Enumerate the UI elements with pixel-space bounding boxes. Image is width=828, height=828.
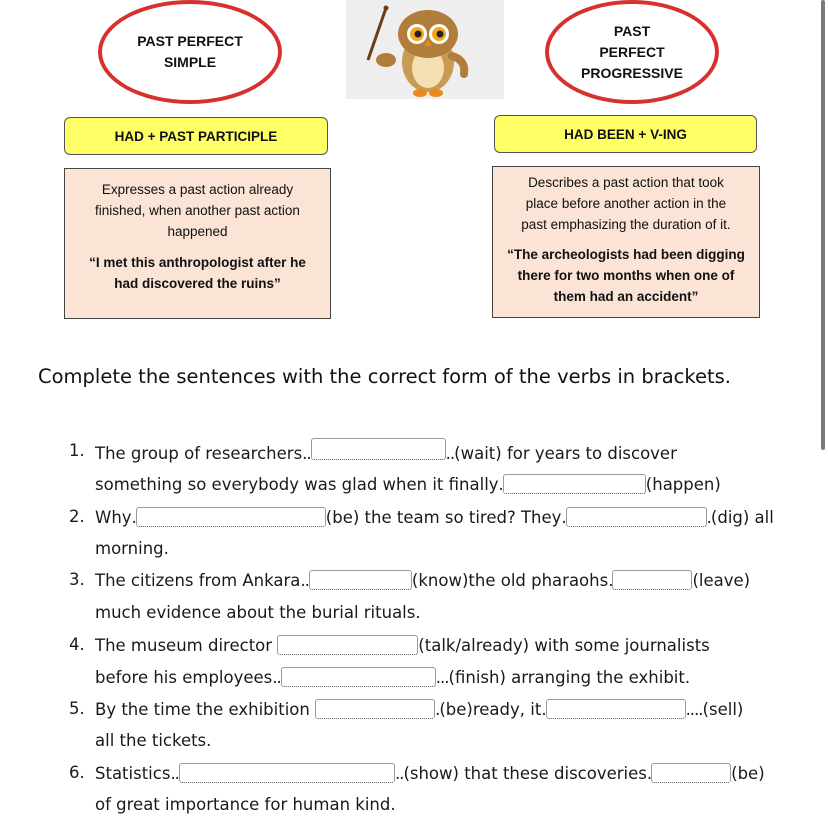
desc-line: past emphasizing the duration of it. [521, 217, 731, 232]
sentence-text: Why [95, 508, 132, 527]
progressive-explanation [492, 166, 760, 318]
example-line: them had an accident” [553, 289, 699, 304]
sentence-text: (be)ready, it [439, 700, 542, 719]
sentence-text: (show) that these discoveries [403, 764, 647, 783]
progressive-formula [494, 115, 757, 153]
title-line: PAST [613, 22, 651, 39]
sentence-line: The group of researchers.. ..(wait) for years to discover [95, 441, 677, 463]
item-number: 2. [69, 507, 85, 526]
sentence-text: (be) the team so tired? They [325, 508, 562, 527]
sentence-line: The citizens from Ankara.. (know)the old pharaohs. (leave) [95, 571, 751, 590]
sentence-line: Statistics.. ..(show) that these discoveries. (be) [95, 764, 765, 783]
sentence-text: (leave) [692, 571, 751, 590]
answer-blank[interactable] [651, 763, 731, 783]
sentence-text: before his employees [95, 668, 273, 687]
exercise-instruction: Complete the sentences with the correct form of the verbs in brackets. [38, 365, 732, 388]
item-number: 4. [69, 635, 85, 654]
desc-line: finished, when another past action [95, 203, 300, 218]
sentence-text: The museum director [95, 636, 273, 655]
item-number: 3. [69, 570, 85, 589]
answer-blank[interactable] [179, 763, 395, 783]
sentence-text: (be) [731, 764, 765, 783]
owl-teacher-illustration [346, 0, 504, 99]
sentence-text: something so everybody was glad when it finally [95, 475, 499, 494]
title-line: PROGRESSIVE [581, 64, 683, 81]
sentence-text: The group of researchers [95, 444, 303, 463]
sentence-text: (know)the old pharaohs [411, 571, 609, 590]
simple-formula [64, 117, 328, 155]
sentence-text: (talk/already) with some journalists [418, 636, 710, 655]
sentence-line [95, 635, 710, 655]
desc-line: Expresses a past action already [101, 182, 294, 197]
example-line: “I met this anthropologist after he [89, 255, 306, 270]
title-line: PAST PERFECT [137, 33, 243, 49]
desc-line: happened [167, 224, 228, 239]
answer-blank[interactable] [612, 570, 692, 590]
example-line: there for two months when one of [517, 268, 735, 283]
title-line: PERFECT [599, 43, 665, 60]
answer-blank[interactable] [311, 438, 446, 460]
answer-blank[interactable] [277, 635, 418, 655]
simple-explanation [64, 168, 331, 319]
answer-blank[interactable] [546, 699, 686, 719]
formula-text: HAD BEEN + V-ING [564, 126, 687, 142]
sentence-text: (sell) [702, 700, 744, 719]
past-perfect-simple-title [98, 0, 282, 104]
sentence-line: morning. [95, 539, 169, 558]
title-line: SIMPLE [163, 54, 217, 70]
sentence-text: By the time the exhibition [95, 700, 310, 719]
answer-blank[interactable] [566, 507, 707, 527]
sentence-line: all the tickets. [95, 731, 212, 750]
sentence-text: (happen) [645, 475, 721, 494]
sentence-line: before his employees.. ...(finish) arranging the exhibit. [95, 668, 691, 687]
answer-blank[interactable] [315, 699, 435, 719]
answer-blank[interactable] [281, 667, 436, 687]
scrollbar[interactable] [821, 0, 825, 450]
item-number: 5. [69, 699, 85, 718]
desc-line: place before another action in the [525, 196, 727, 211]
item-number: 1. [69, 441, 85, 460]
past-perfect-progressive-title [545, 0, 719, 104]
desc-line: Describes a past action that took [528, 175, 724, 190]
owl-icon [346, 0, 504, 99]
sentence-line: of great importance for human kind. [95, 795, 396, 814]
sentence-line: By the time the exhibition .(be)ready, it. ....(sell) [95, 700, 744, 719]
answer-blank[interactable] [503, 474, 646, 494]
sentence-line: much evidence about the burial rituals. [95, 603, 421, 622]
sentence-text: (finish) arranging the exhibit. [448, 668, 691, 687]
answer-blank[interactable] [309, 570, 412, 590]
sentence-line: something so everybody was glad when it finally. (happen) [95, 475, 721, 494]
item-number: 6. [69, 763, 85, 782]
formula-text: HAD + PAST PARTICIPLE [114, 128, 278, 144]
example-line: “The archeologists had been digging [507, 247, 745, 262]
example-line: had discovered the ruins” [114, 276, 281, 291]
sentence-text: The citizens from Ankara [95, 571, 301, 590]
sentence-text: (wait) for years to discover [454, 444, 677, 463]
sentence-text: Statistics [95, 764, 171, 783]
sentence-text: (dig) all [710, 508, 774, 527]
sentence-line: Why. (be) the team so tired? They. .(dig) all [95, 508, 774, 527]
answer-blank[interactable] [136, 507, 326, 527]
